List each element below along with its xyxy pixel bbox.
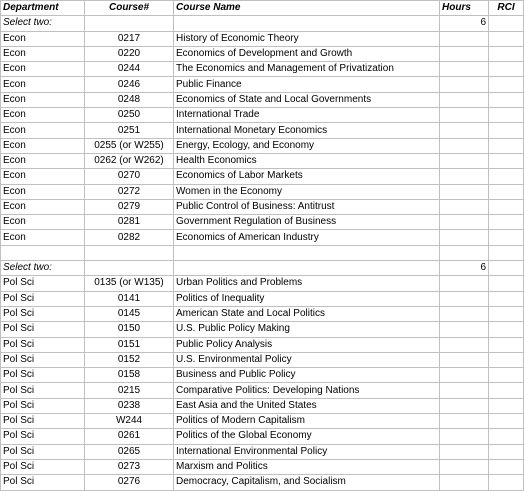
department-cell[interactable]: Pol Sci [1,475,85,490]
department-cell[interactable]: Pol Sci [1,276,85,291]
hours-cell[interactable] [440,291,489,306]
section-header-row [1,261,524,276]
department-cell[interactable]: Econ [1,138,85,153]
header-rci[interactable]: RCI [489,1,524,16]
hours-cell[interactable] [440,306,489,321]
course-number-cell[interactable]: 0279 [85,199,174,214]
course-number-cell[interactable]: 0135 (or W135) [85,276,174,291]
cell-empty[interactable] [85,16,174,31]
course-row [1,199,524,214]
course-row [1,383,524,398]
course-number-cell[interactable]: 0265 [85,444,174,459]
rci-cell[interactable] [489,153,524,168]
rci-cell[interactable] [489,31,524,46]
cell-empty[interactable] [174,16,440,31]
course-row [1,31,524,46]
rci-cell[interactable] [489,475,524,490]
course-number-cell[interactable]: 0248 [85,92,174,107]
rci-cell[interactable] [489,429,524,444]
rci-cell[interactable] [489,123,524,138]
course-row [1,92,524,107]
hours-cell[interactable] [440,352,489,367]
rci-cell[interactable] [489,322,524,337]
rci-cell[interactable] [489,337,524,352]
course-number-cell[interactable]: 0215 [85,383,174,398]
department-cell[interactable]: Pol Sci [1,444,85,459]
rci-cell[interactable] [489,138,524,153]
course-number-cell[interactable]: 0272 [85,184,174,199]
hours-cell[interactable] [440,398,489,413]
section-label[interactable]: Select two: [1,16,85,31]
department-cell[interactable]: Pol Sci [1,291,85,306]
course-number-cell[interactable]: W244 [85,414,174,429]
course-number-cell[interactable]: 0262 (or W262) [85,153,174,168]
department-cell[interactable]: Pol Sci [1,352,85,367]
rci-cell[interactable] [489,291,524,306]
hours-cell[interactable] [440,123,489,138]
cell-empty[interactable] [85,261,174,276]
course-name-cell[interactable]: U.S. Environmental Policy [174,352,440,367]
course-name-cell[interactable]: Economics of State and Local Governments [174,92,440,107]
course-name-cell[interactable]: Public Finance [174,77,440,92]
cell-empty[interactable] [174,261,440,276]
course-name-cell[interactable]: Women in the Economy [174,184,440,199]
course-name-cell[interactable]: Public Control of Business: Antitrust [174,199,440,214]
rci-cell[interactable] [489,306,524,321]
course-row [1,414,524,429]
section-hours[interactable]: 6 [440,16,489,31]
course-number-cell[interactable]: 0141 [85,291,174,306]
hours-cell[interactable] [440,92,489,107]
course-row [1,184,524,199]
department-cell[interactable]: Econ [1,215,85,230]
section-header-row [1,16,524,31]
header-department[interactable]: Department [1,1,85,16]
rci-cell[interactable] [489,459,524,474]
course-number-cell[interactable]: 0244 [85,62,174,77]
rci-cell[interactable] [489,199,524,214]
department-cell[interactable]: Econ [1,92,85,107]
section-hours[interactable]: 6 [440,261,489,276]
course-row [1,398,524,413]
course-row [1,46,524,61]
rci-cell[interactable] [489,46,524,61]
course-row [1,215,524,230]
course-row [1,352,524,367]
section-label[interactable]: Select two: [1,261,85,276]
header-hours[interactable]: Hours [440,1,489,16]
cell-empty[interactable] [489,16,524,31]
course-name-cell[interactable]: Government Regulation of Business [174,215,440,230]
department-cell[interactable]: Econ [1,77,85,92]
course-name-cell[interactable]: Energy, Ecology, and Economy [174,138,440,153]
department-cell[interactable]: Econ [1,153,85,168]
course-row [1,322,524,337]
header-row [1,1,524,16]
course-name-cell[interactable]: International Trade [174,108,440,123]
course-row [1,230,524,245]
rci-cell[interactable] [489,276,524,291]
course-number-cell[interactable]: 0255 (or W255) [85,138,174,153]
course-number-cell[interactable]: 0282 [85,230,174,245]
department-cell[interactable]: Econ [1,46,85,61]
course-row [1,169,524,184]
hours-cell[interactable] [440,322,489,337]
course-number-cell[interactable]: 0158 [85,368,174,383]
course-name-cell[interactable]: Politics of Modern Capitalism [174,414,440,429]
hours-cell[interactable] [440,215,489,230]
rci-cell[interactable] [489,352,524,367]
rci-cell[interactable] [489,184,524,199]
course-row [1,291,524,306]
course-name-cell[interactable]: Economics of American Industry [174,230,440,245]
course-row [1,306,524,321]
course-name-cell[interactable]: Marxism and Politics [174,459,440,474]
hours-cell[interactable] [440,475,489,490]
course-number-cell[interactable]: 0151 [85,337,174,352]
course-row [1,429,524,444]
department-cell[interactable]: Pol Sci [1,383,85,398]
course-name-cell[interactable]: Business and Public Policy [174,368,440,383]
department-cell[interactable]: Econ [1,169,85,184]
course-name-cell[interactable]: U.S. Public Policy Making [174,322,440,337]
rci-cell[interactable] [489,368,524,383]
course-name-cell[interactable]: Urban Politics and Problems [174,276,440,291]
cell-empty[interactable] [1,245,85,260]
course-name-cell[interactable]: East Asia and the United States [174,398,440,413]
cell-empty[interactable] [174,245,440,260]
hours-cell[interactable] [440,153,489,168]
department-cell[interactable]: Pol Sci [1,368,85,383]
department-cell[interactable]: Econ [1,108,85,123]
cell-empty[interactable] [489,245,524,260]
department-cell[interactable]: Pol Sci [1,429,85,444]
hours-cell[interactable] [440,230,489,245]
hours-cell[interactable] [440,368,489,383]
course-row [1,138,524,153]
department-cell[interactable]: Econ [1,230,85,245]
course-name-cell[interactable]: Economics of Development and Growth [174,46,440,61]
course-name-cell[interactable]: History of Economic Theory [174,31,440,46]
course-name-cell[interactable]: Politics of the Global Economy [174,429,440,444]
department-cell[interactable]: Pol Sci [1,322,85,337]
hours-cell[interactable] [440,31,489,46]
course-row [1,276,524,291]
hours-cell[interactable] [440,46,489,61]
course-row [1,153,524,168]
course-name-cell[interactable]: Comparative Politics: Developing Nations [174,383,440,398]
course-row [1,459,524,474]
department-cell[interactable]: Econ [1,199,85,214]
rci-cell[interactable] [489,230,524,245]
course-number-cell[interactable]: 0145 [85,306,174,321]
course-row [1,123,524,138]
course-number-cell[interactable]: 0250 [85,108,174,123]
rci-cell[interactable] [489,62,524,77]
rci-cell[interactable] [489,77,524,92]
hours-cell[interactable] [440,414,489,429]
hours-cell[interactable] [440,62,489,77]
department-cell[interactable]: Pol Sci [1,398,85,413]
rci-cell[interactable] [489,444,524,459]
course-number-cell[interactable]: 0273 [85,459,174,474]
hours-cell[interactable] [440,108,489,123]
hours-cell[interactable] [440,383,489,398]
course-number-cell[interactable]: 0238 [85,398,174,413]
department-cell[interactable]: Pol Sci [1,414,85,429]
course-number-cell[interactable]: 0251 [85,123,174,138]
course-number-cell[interactable]: 0150 [85,322,174,337]
hours-cell[interactable] [440,199,489,214]
rci-cell[interactable] [489,398,524,413]
course-name-cell[interactable]: American State and Local Politics [174,306,440,321]
rci-cell[interactable] [489,383,524,398]
cell-empty[interactable] [440,245,489,260]
course-row [1,108,524,123]
rci-cell[interactable] [489,169,524,184]
hours-cell[interactable] [440,444,489,459]
course-number-cell[interactable]: 0220 [85,46,174,61]
course-name-cell[interactable]: The Economics and Management of Privatization [174,62,440,77]
course-name-cell[interactable]: Politics of Inequality [174,291,440,306]
course-number-cell[interactable]: 0246 [85,77,174,92]
course-row [1,368,524,383]
course-row [1,77,524,92]
course-number-cell[interactable]: 0281 [85,215,174,230]
department-cell[interactable]: Pol Sci [1,337,85,352]
course-row [1,62,524,77]
department-cell[interactable]: Econ [1,62,85,77]
department-cell[interactable]: Pol Sci [1,306,85,321]
course-name-cell[interactable]: Health Economics [174,153,440,168]
rci-cell[interactable] [489,215,524,230]
course-number-cell[interactable]: 0270 [85,169,174,184]
rci-cell[interactable] [489,108,524,123]
header-course-name[interactable]: Course Name [174,1,440,16]
hours-cell[interactable] [440,337,489,352]
department-cell[interactable]: Econ [1,123,85,138]
hours-cell[interactable] [440,276,489,291]
cell-empty[interactable] [489,261,524,276]
course-row [1,475,524,490]
course-row [1,444,524,459]
course-name-cell[interactable]: Democracy, Capitalism, and Socialism [174,475,440,490]
hours-cell[interactable] [440,459,489,474]
course-name-cell[interactable]: International Environmental Policy [174,444,440,459]
hours-cell[interactable] [440,169,489,184]
rci-cell[interactable] [489,414,524,429]
rci-cell[interactable] [489,92,524,107]
department-cell[interactable]: Econ [1,184,85,199]
department-cell[interactable]: Econ [1,31,85,46]
hours-cell[interactable] [440,184,489,199]
department-cell[interactable]: Pol Sci [1,459,85,474]
course-number-cell[interactable]: 0152 [85,352,174,367]
hours-cell[interactable] [440,77,489,92]
course-number-cell[interactable]: 0276 [85,475,174,490]
course-number-cell[interactable]: 0217 [85,31,174,46]
course-name-cell[interactable]: International Monetary Economics [174,123,440,138]
blank-row [1,245,524,260]
course-number-cell[interactable]: 0261 [85,429,174,444]
header-course-number[interactable]: Course# [85,1,174,16]
cell-empty[interactable] [85,245,174,260]
course-row [1,337,524,352]
course-name-cell[interactable]: Public Policy Analysis [174,337,440,352]
hours-cell[interactable] [440,429,489,444]
course-name-cell[interactable]: Economics of Labor Markets [174,169,440,184]
hours-cell[interactable] [440,138,489,153]
